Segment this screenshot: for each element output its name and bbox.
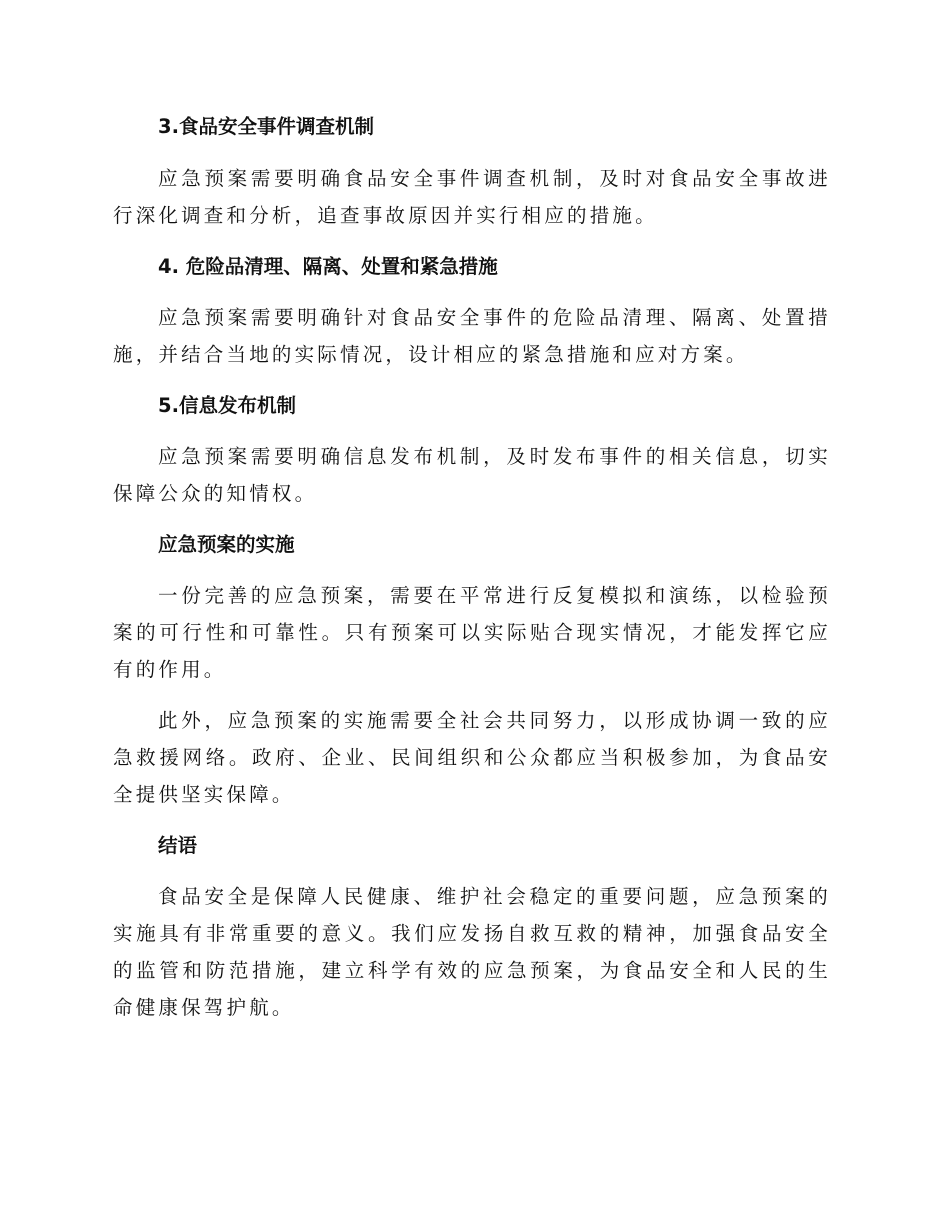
paragraph-info-release: 应急预案需要明确信息发布机制，及时发布事件的相关信息，切实保障公众的知情权。: [113, 445, 831, 505]
paragraph-implementation-1: 一份完善的应急预案，需要在平常进行反复模拟和演练，以检验预案的可行性和可靠性。只有预案可以实际贴合现实情况，才能发挥它应有的作用。: [113, 584, 831, 681]
section-heading-hazard-measures: 4. 危险品清理、隔离、处置和紧急措施: [158, 255, 498, 278]
paragraph-conclusion: 食品安全是保障人民健康、维护社会稳定的重要问题，应急预案的实施具有非常重要的意义。我们应发扬自救互救的精神，加强食品安全的监管和防范措施，建立科学有效的应急预案，为食品安全和人民的生命健康保驾护航。: [113, 885, 831, 1019]
paragraph-investigation: 应急预案需要明确食品安全事件调查机制，及时对食品安全事故进行深化调查和分析，追查事故原因并实行相应的措施。: [113, 167, 831, 227]
section-heading-info-release: 5.信息发布机制: [158, 394, 296, 417]
paragraph-hazard-measures: 应急预案需要明确针对食品安全事件的危险品清理、隔离、处置措施，并结合当地的实际情况，设计相应的紧急措施和应对方案。: [113, 306, 831, 366]
section-heading-investigation: 3.食品安全事件调查机制: [158, 115, 374, 138]
section-heading-conclusion: 结语: [158, 834, 198, 857]
section-heading-implementation: 应急预案的实施: [158, 533, 295, 556]
document-body: [113, 108, 831, 1026]
paragraph-implementation-2: 此外，应急预案的实施需要全社会共同努力，以形成协调一致的应急救援网络。政府、企业、民间组织和公众都应当积极参加，为食品安全提供坚实保障。: [113, 709, 831, 806]
